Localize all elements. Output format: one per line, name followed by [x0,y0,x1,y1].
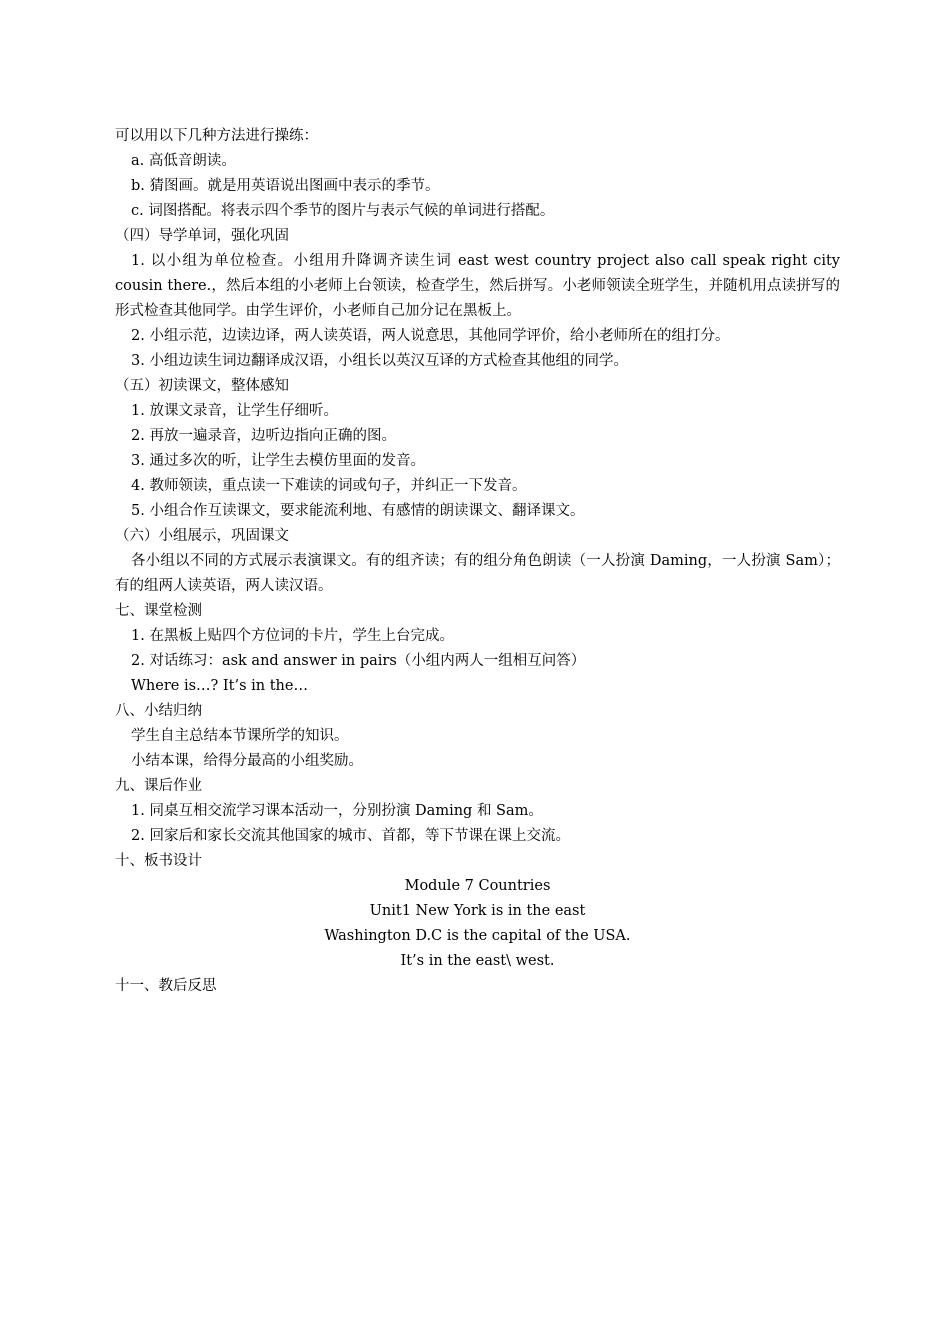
method-c: c. 词图搭配。将表示四个季节的图片与表示气候的单词进行搭配。 [131,203,555,219]
section-5-item-2: 2. 再放一遍录音，边听边指向正确的图。 [131,428,396,444]
intro-text: 可以用以下几种方法进行操练： [115,128,318,144]
section-5-heading: （五）初读课文，整体感知 [115,378,289,394]
section-7-item-1: 1. 在黑板上贴四个方位词的卡片，学生上台完成。 [131,628,454,644]
section-9-heading: 九、课后作业 [115,778,202,794]
section-5-item-5: 5. 小组合作互读课文，要求能流利地、有感情的朗读课文、翻译课文。 [131,503,585,519]
section-4-paragraph-3: 3. 小组边读生词边翻译成汉语，小组长以英汉互译的方式检查其他组的同学。 [131,353,628,369]
method-a: a. 高低音朗读。 [131,153,236,169]
section-4-paragraph-2: 2. 小组示范，边读边译，两人读英语，两人说意思，其他同学评价，给小老师所在的组打分。 [131,328,730,344]
section-6-paragraph: 各小组以不同的方式展示表演课文。有的组齐读；有的组分角色朗读（一人扮演 Daming，一人扮演 Sam）；有的组两人读英语，两人读汉语。 [115,553,840,594]
board-line-4: It’s in the east\ west. [400,953,555,969]
section-8-line-1: 学生自主总结本节课所学的知识。 [131,728,349,744]
section-5-item-3: 3. 通过多次的听，让学生去模仿里面的发音。 [131,453,425,469]
section-7-dialog: Where is…? It’s in the… [131,678,308,694]
document-page [115,124,840,999]
section-9-item-2: 2. 回家后和家长交流其他国家的城市、首都，等下节课在课上交流。 [131,828,570,844]
section-11-heading: 十一、教后反思 [115,978,217,994]
section-7-item-2: 2. 对话练习：ask and answer in pairs（小组内两人一组相互问答） [131,653,586,669]
board-line-1: Module 7 Countries [404,878,551,894]
board-line-3: Washington D.C is the capital of the USA. [324,928,631,944]
section-5-item-1: 1. 放课文录音，让学生仔细听。 [131,403,338,419]
section-8-line-2: 小结本课，给得分最高的小组奖励。 [131,753,363,769]
section-9-item-1: 1. 同桌互相交流学习课本活动一，分别扮演 Daming 和 Sam。 [131,803,543,819]
section-4-paragraph-1: 1. 以小组为单位检查。小组用升降调齐读生词 east west country project also call speak right city cousin there.，然后本组的小老师上台领读，检查学生，然后拼写。小老师领读全班学生，并随机用点读拼写的形式检查其他同学。由学生评价，小老师自己加分记在黑板上。 [115,253,840,319]
section-10-heading: 十、板书设计 [115,853,202,869]
board-line-2: Unit1 New York is in the east [369,903,586,919]
section-7-heading: 七、课堂检测 [115,603,202,619]
method-b: b. 猜图画。就是用英语说出图画中表示的季节。 [131,178,440,194]
section-6-heading: （六）小组展示，巩固课文 [115,528,289,544]
section-5-item-4: 4. 教师领读，重点读一下难读的词或句子，并纠正一下发音。 [131,478,527,494]
section-8-heading: 八、小结归纳 [115,703,202,719]
section-4-heading: （四）导学单词，强化巩固 [115,228,289,244]
